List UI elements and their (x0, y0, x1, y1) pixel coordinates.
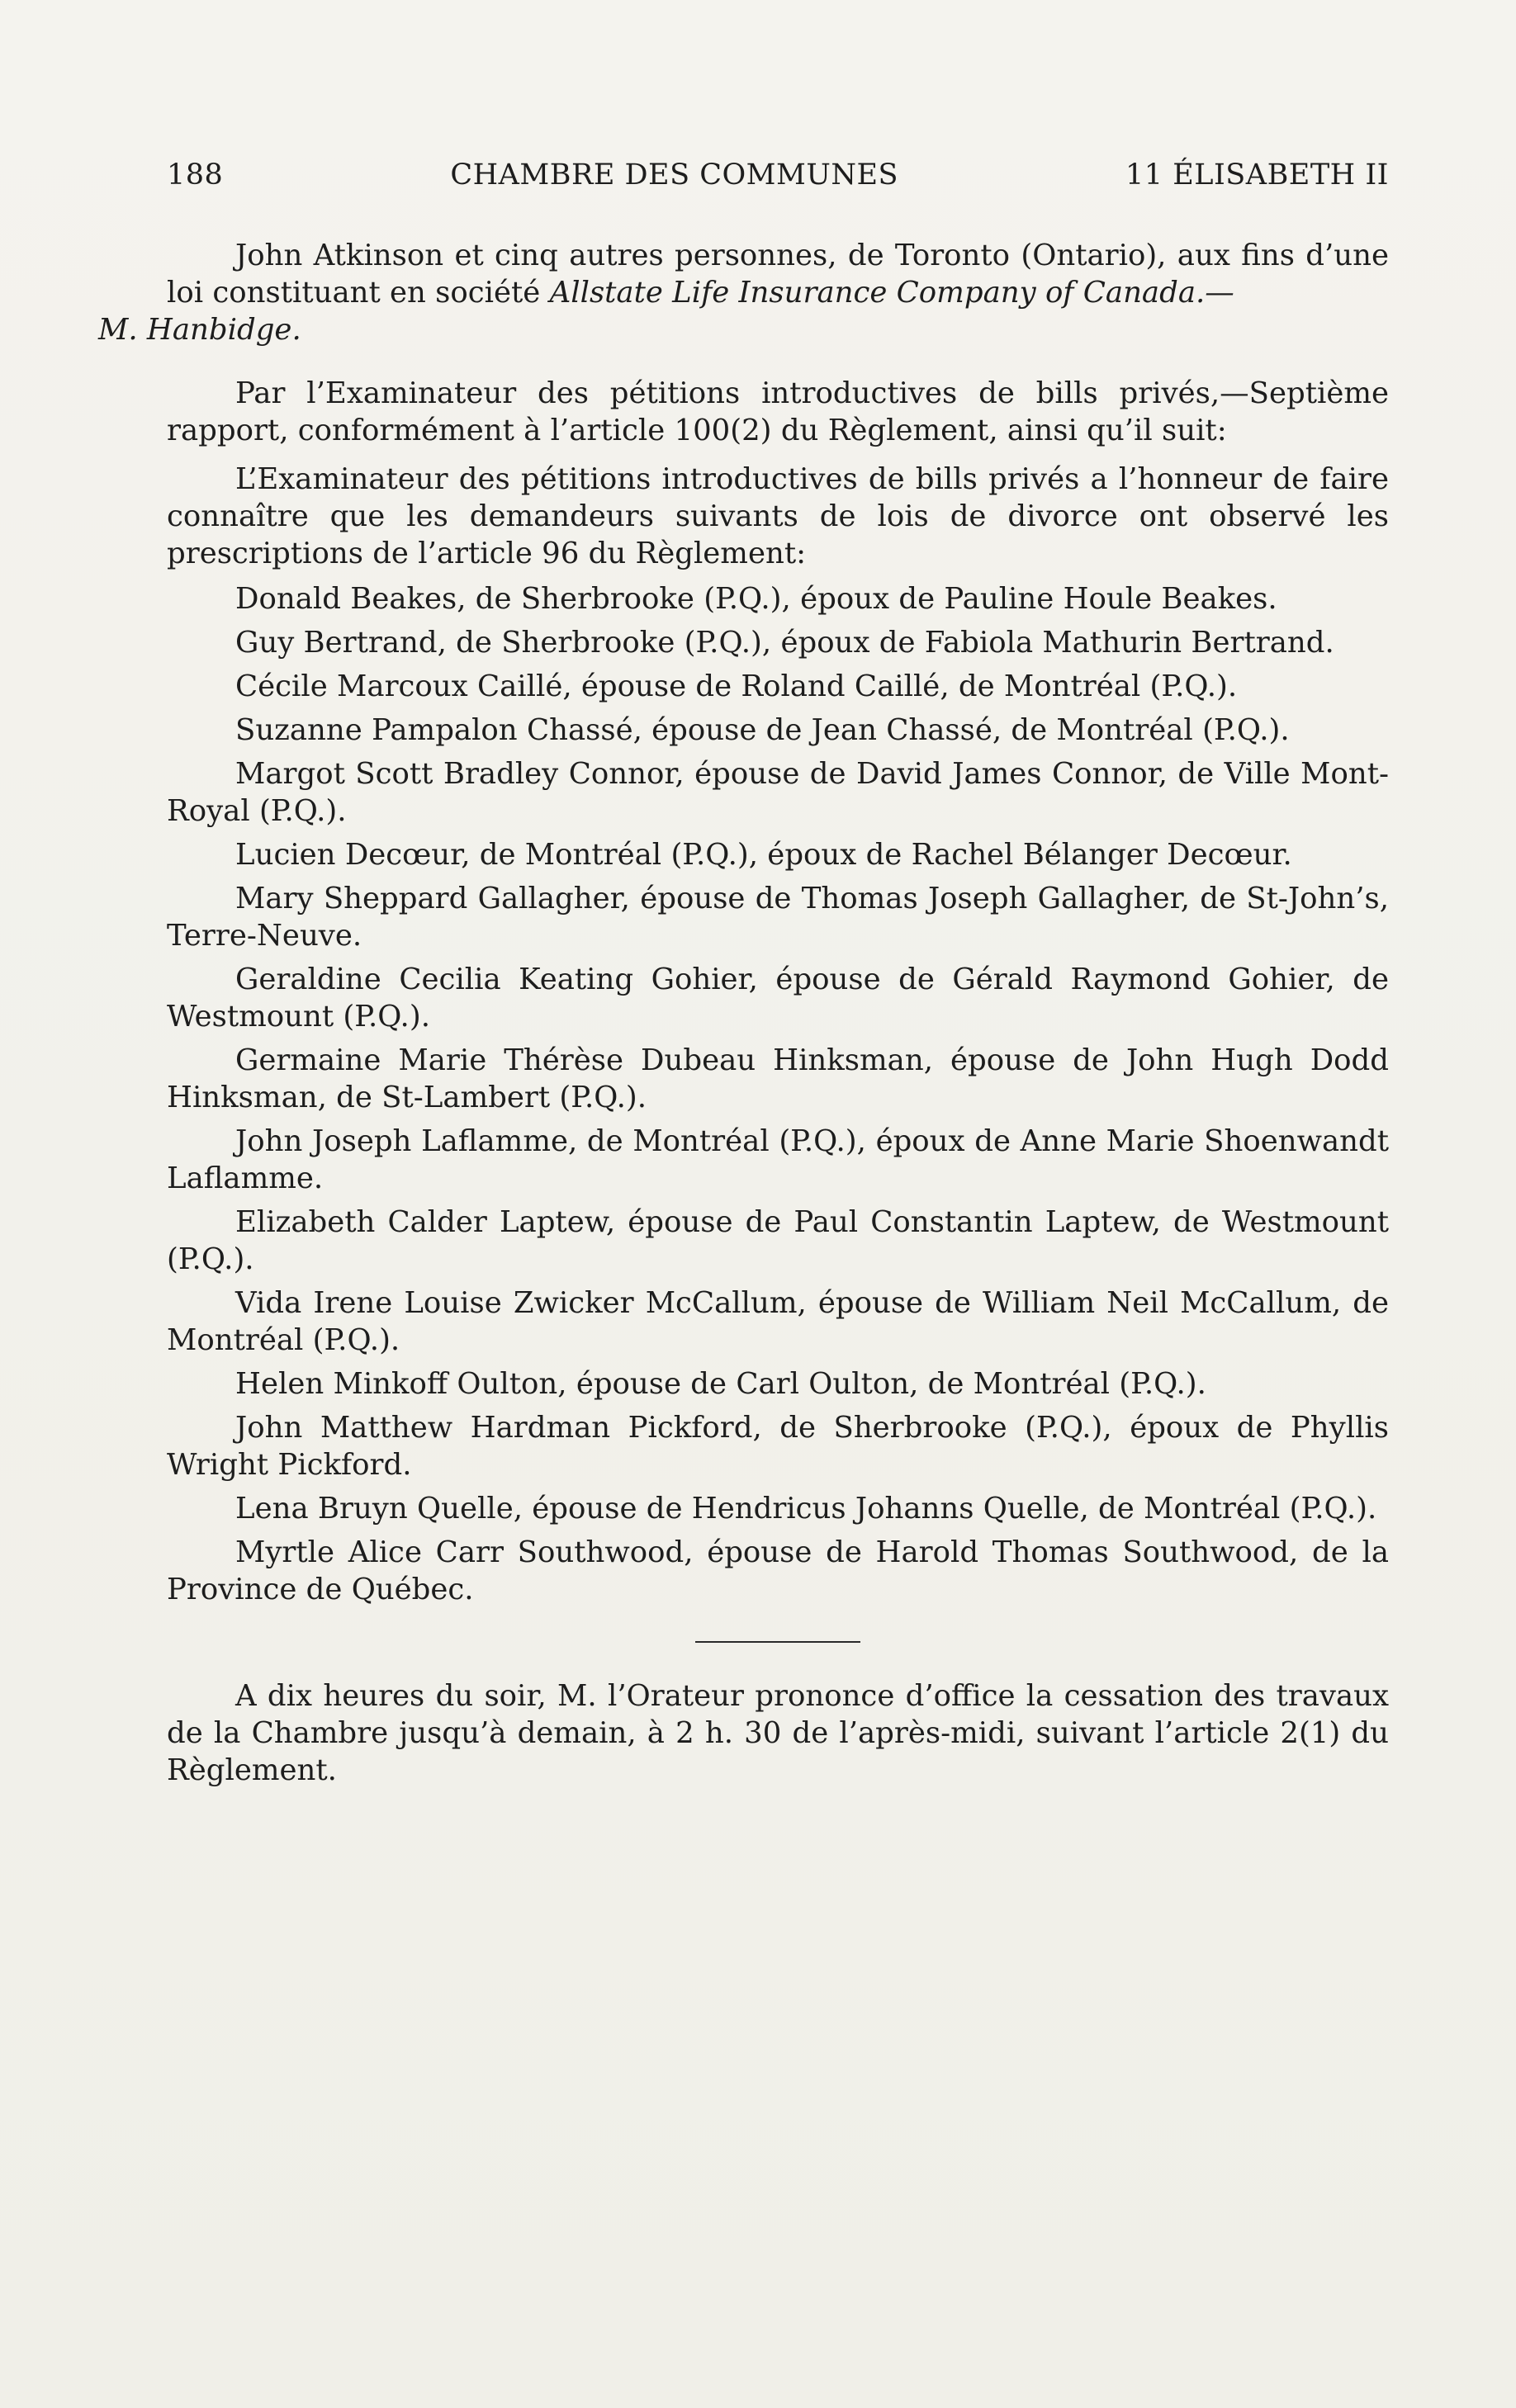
section-divider (695, 1641, 860, 1643)
applicant-entry: Myrtle Alice Carr Southwood, épouse de Harold Thomas Southwood, de la Province de Québec. (167, 1535, 1389, 1606)
header-title: CHAMBRE DES COMMUNES (450, 158, 899, 192)
applicant-entry: Geraldine Cecilia Keating Gohier, épouse de Gérald Raymond Gohier, de Westmount (P.Q.). (167, 963, 1389, 1034)
report-body: L’Examinateur des pétitions introductives de bills privés a l’honneur de faire connaître que les demandeurs suivants de lois de divorce ont observé les prescriptions de l’article 96 du Règlement: (167, 462, 1389, 570)
company-name: Allstate Life Insurance Company of Canada.— (549, 276, 1234, 310)
applicant-entry: Mary Sheppard Gallagher, épouse de Thomas Joseph Gallagher, de St-John’s, Terre-Neuve. (167, 882, 1389, 953)
report-intro: Par l’Examinateur des pétitions introductives de bills privés,—Septième rapport, conformément à l’article 100(2) du Règlement, ainsi qu’il suit: (167, 376, 1389, 447)
applicant-entry: Guy Bertrand, de Sherbrooke (P.Q.), époux de Fabiola Mathurin Bertrand. (235, 626, 1334, 660)
applicant-entry: Helen Minkoff Oulton, épouse de Carl Oulton, de Montréal (P.Q.). (235, 1367, 1206, 1401)
header-regnal-year: 11 ÉLISABETH II (1125, 158, 1389, 192)
page-content (98, 157, 1389, 1797)
member-name: M. Hanbidge. (98, 313, 301, 347)
petition-text: John Atkinson et cinq autres personnes, de Toronto (Ontario), aux fins d’une loi constituant en société (167, 239, 1389, 310)
applicant-entry: Cécile Marcoux Caillé, épouse de Roland Caillé, de Montréal (P.Q.). (235, 669, 1238, 703)
adjournment-paragraph: A dix heures du soir, M. l’Orateur prononce d’office la cessation des travaux de la Chambre jusqu’à demain, à 2 h. 30 de l’après-midi, suivant l’article 2(1) du Règlement. (167, 1679, 1389, 1787)
running-header (167, 157, 1389, 194)
applicant-list (167, 580, 1389, 1608)
applicant-entry: Suzanne Pampalon Chassé, épouse de Jean Chassé, de Montréal (P.Q.). (235, 713, 1290, 747)
applicant-entry: John Matthew Hardman Pickford, de Sherbrooke (P.Q.), époux de Phyllis Wright Pickford. (167, 1411, 1389, 1482)
petition-paragraph (98, 237, 1389, 348)
applicant-entry: Germaine Marie Thérèse Dubeau Hinksman, épouse de John Hugh Dodd Hinksman, de St-Lambert (P.Q.). (167, 1043, 1389, 1114)
applicant-entry: John Joseph Laflamme, de Montréal (P.Q.), époux de Anne Marie Shoenwandt Laflamme. (167, 1124, 1389, 1195)
applicant-entry: Lena Bruyn Quelle, épouse de Hendricus Johanns Quelle, de Montréal (P.Q.). (235, 1492, 1377, 1526)
page-number: 188 (167, 158, 224, 192)
applicant-entry: Lucien Decœur, de Montréal (P.Q.), époux de Rachel Bélanger Decœur. (235, 838, 1292, 872)
applicant-entry: Margot Scott Bradley Connor, épouse de David James Connor, de Ville Mont-Royal (P.Q.). (167, 757, 1389, 828)
applicant-entry: Vida Irene Louise Zwicker McCallum, épouse de William Neil McCallum, de Montréal (P.Q.). (167, 1286, 1389, 1357)
applicant-entry: Donald Beakes, de Sherbrooke (P.Q.), époux de Pauline Houle Beakes. (235, 582, 1277, 616)
applicant-entry: Elizabeth Calder Laptew, épouse de Paul Constantin Laptew, de Westmount (P.Q.). (167, 1205, 1389, 1276)
spacer (167, 357, 1389, 375)
